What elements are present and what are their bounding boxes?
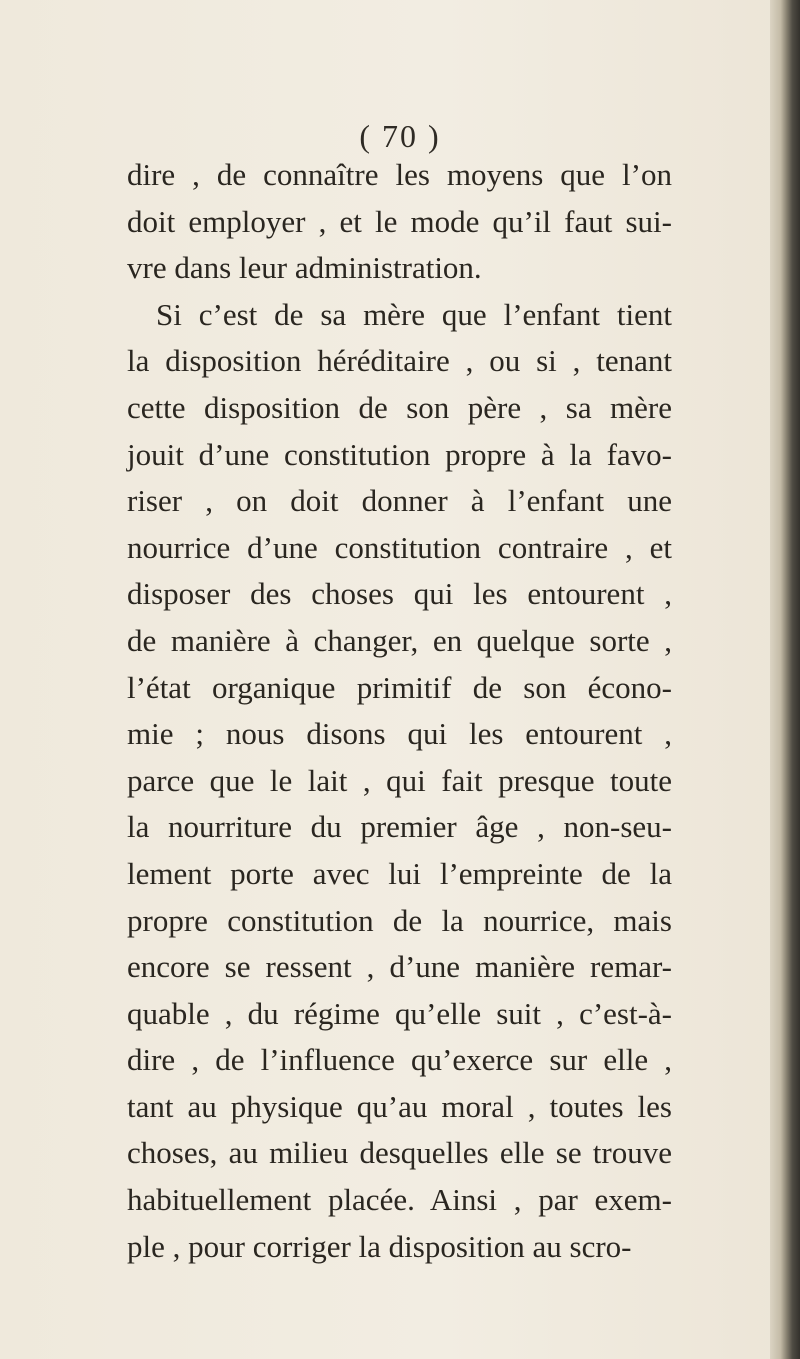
text-line: disposer des choses qui les entourent , <box>127 576 672 612</box>
text-line: tant au physique qu’au moral , toutes les <box>127 1088 672 1124</box>
text-line: l’état organique primitif de son écono- <box>127 669 672 705</box>
text-line: la nourriture du premier âge , non-seu- <box>127 809 672 845</box>
text-line: nourrice d’une constitution contraire , et <box>127 529 672 565</box>
text-line: ple , pour corriger la disposition au scro- <box>127 1228 632 1264</box>
page-number: ( 70 ) <box>359 118 441 154</box>
text-line: propre constitution de la nourrice, mais <box>127 902 672 938</box>
text-line: vre dans leur administration. <box>127 250 482 286</box>
text-line: dire , de connaître les moyens que l’on <box>127 157 672 192</box>
text-line: jouit d’une constitution propre à la favo- <box>127 436 672 472</box>
text-line: encore se ressent , d’une manière remar- <box>127 949 672 985</box>
text-line: doit employer , et le mode qu’il faut sui- <box>127 203 672 239</box>
text-line: quable , du régime qu’elle suit , c’est-à- <box>127 995 672 1031</box>
text-line: lement porte avec lui l’empreinte de la <box>127 855 672 891</box>
text-line: Si c’est de sa mère que l’enfant tient <box>156 296 672 332</box>
text-line: choses, au milieu desquelles elle se trouve <box>127 1135 672 1171</box>
text-line: la disposition héréditaire , ou si , tenant <box>127 343 672 379</box>
text-line: habituellement placée. Ainsi , par exem- <box>127 1182 672 1218</box>
page-text <box>127 152 672 1270</box>
text-line: dire , de l’influence qu’exerce sur elle , <box>127 1042 672 1078</box>
text-line: cette disposition de son père , sa mère <box>127 389 672 425</box>
page-edge <box>770 0 800 1359</box>
text-line: mie ; nous disons qui les entourent , <box>127 716 672 752</box>
text-line: riser , on doit donner à l’enfant une <box>127 483 672 519</box>
text-line: parce que le lait , qui fait presque toute <box>127 762 672 798</box>
text-line: de manière à changer, en quelque sorte , <box>127 622 672 658</box>
